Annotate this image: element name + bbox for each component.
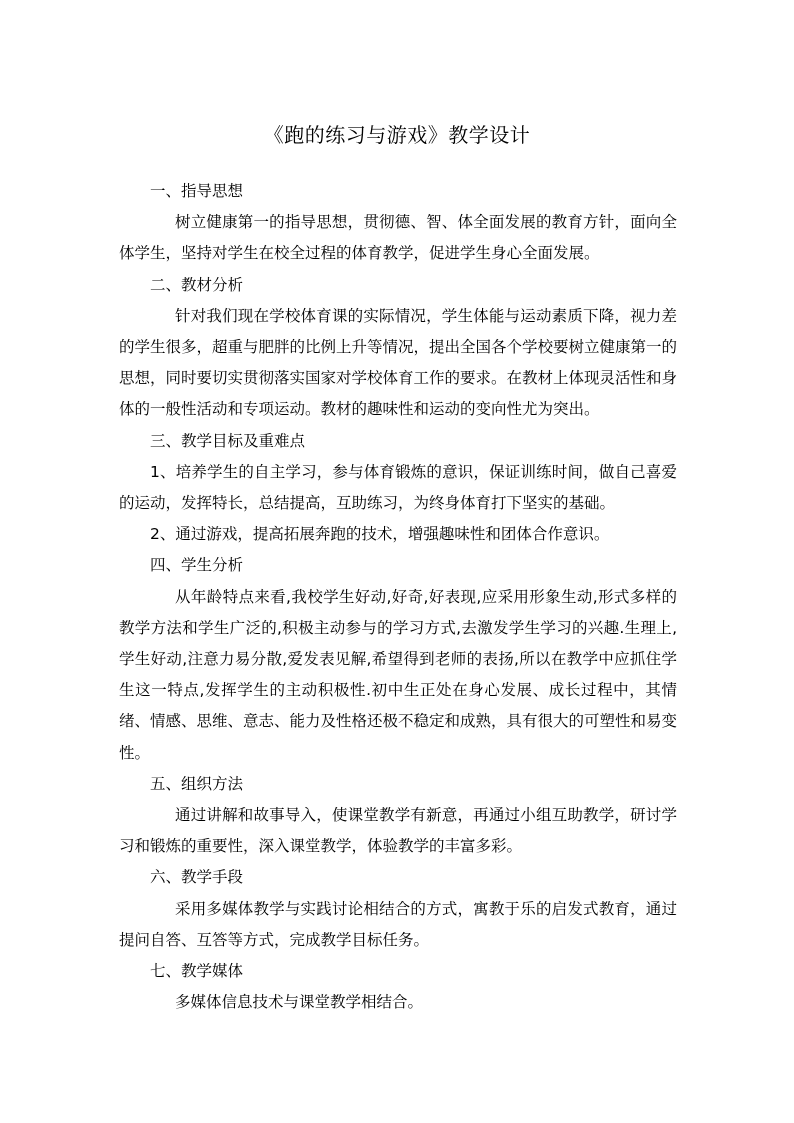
paragraph-teaching-media: 多媒体信息技术与课堂教学相结合。 (175, 993, 424, 1012)
section-heading-teaching-means: 六、教学手段 (150, 868, 244, 887)
section-heading-teaching-goals: 三、教学目标及重难点 (150, 431, 306, 450)
paragraph-guiding-ideology: 树立健康第一的指导思想，贯彻德、智、体全面发展的教育方针，面向全体学生，坚持对学生在校全过程的体育教学，促进学生身心全面发展。 (119, 213, 677, 263)
paragraph-teaching-goal-2: 2、通过游戏，提高拓展奔跑的技术，增强趣味性和团体合作意识。 (150, 525, 610, 544)
document-body (119, 176, 677, 1018)
section-heading-guiding-ideology: 一、指导思想 (150, 182, 244, 200)
document-title: 《跑的练习与游戏》教学设计 (263, 123, 531, 147)
paragraph-organization-method: 通过讲解和故事导入，使课堂教学有新意，再通过小组互助教学，研讨学习和锻炼的重要性，深入课堂教学，体验教学的丰富多彩。 (119, 806, 677, 856)
section-heading-student-analysis: 四、学生分析 (150, 556, 244, 575)
paragraph-teaching-means: 采用多媒体教学与实践讨论相结合的方式，寓教于乐的启发式教育，通过提问自答、互答等方式，完成教学目标任务。 (119, 899, 677, 949)
paragraph-material-analysis: 针对我们现在学校体育课的实际情况，学生体能与运动素质下降，视力差的学生很多，超重与肥胖的比例上升等情况，提出全国各个学校要树立健康第一的思想，同时要切实贯彻落实国家对学校体育工作的要求。在教材上体现灵活性和身体的一般性活动和专项运动。教材的趣味性和运动的变向性尤为突出。 (119, 306, 678, 419)
paragraph-teaching-goal-1: 1、培养学生的自主学习，参与体育锻炼的意识，保证训练时间，做自己喜爱的运动，发挥特长，总结提高，互助练习，为终身体育打下坚实的基础。 (119, 462, 677, 513)
section-heading-material-analysis: 二、教材分析 (150, 275, 244, 294)
section-heading-teaching-media: 七、教学媒体 (150, 962, 244, 981)
paragraph-student-analysis: 从年龄特点来看,我校学生好动,好奇,好表现,应采用形象生动,形式多样的教学方法和学生广泛的,积极主动参与的学习方式,去激发学生学习的兴趣.生理上,学生好动,注意力易分散,爱发表见解,希望得到老师的表扬,所以在教学中应抓住学生这一特点,发挥学生的主动积极性.初中生正处在身心发展、成长过程中，其情绪、情感、思维、意志、能力及性格还极不稳定和成熟，具有很大的可塑性和易变性。 (119, 587, 678, 762)
section-heading-organization-method: 五、组织方法 (150, 774, 244, 793)
